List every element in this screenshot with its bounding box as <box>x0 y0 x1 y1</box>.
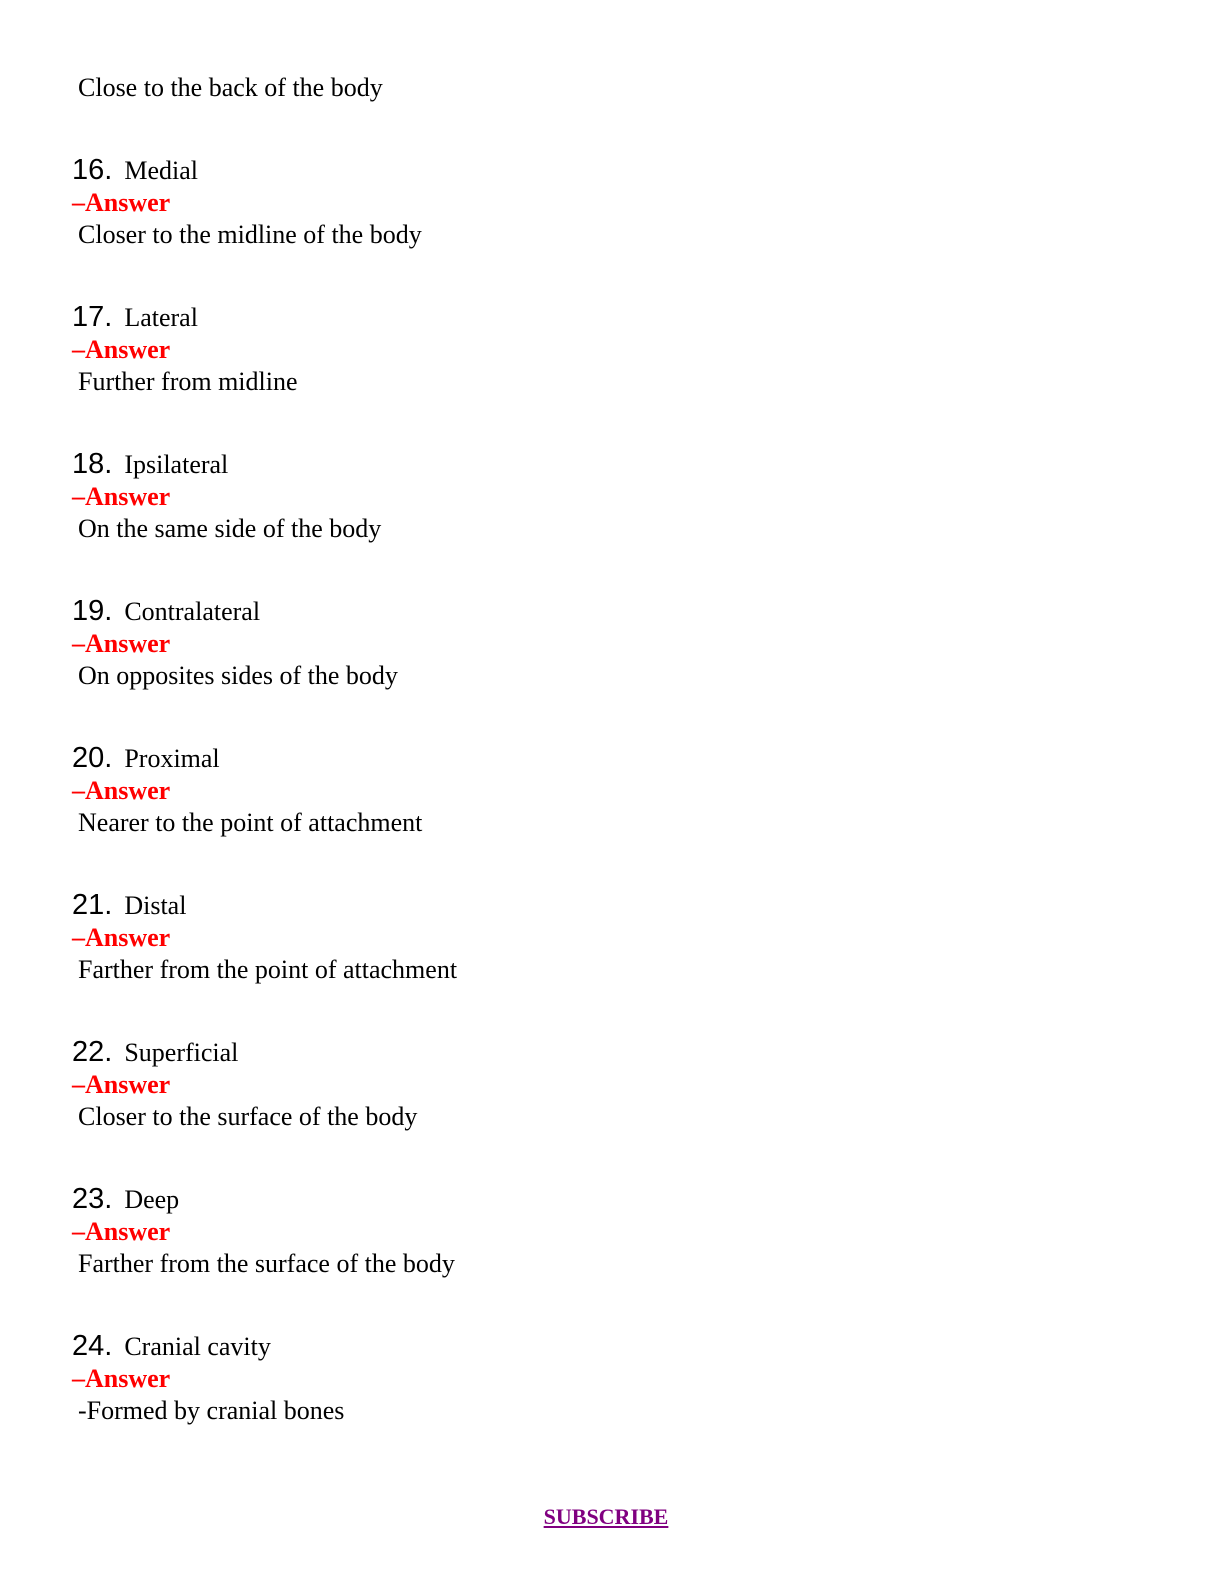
question-item <box>72 1035 972 1133</box>
answer-label: –Answer <box>72 923 171 952</box>
question-line <box>72 447 972 481</box>
answer-text: Farther from the surface of the body <box>78 1249 455 1278</box>
question-number: 20. <box>72 742 113 774</box>
question-line <box>72 300 972 334</box>
answer-label: –Answer <box>72 629 171 658</box>
question-term: Deep <box>124 1185 180 1214</box>
question-line <box>72 153 972 187</box>
question-item <box>72 1182 972 1280</box>
answer-label: –Answer <box>72 482 171 511</box>
question-term: Cranial cavity <box>124 1332 271 1361</box>
question-term: Lateral <box>124 303 198 332</box>
answer-label: –Answer <box>72 188 171 217</box>
question-line <box>72 1182 972 1216</box>
question-term: Proximal <box>124 744 220 773</box>
question-term: Distal <box>124 891 187 920</box>
subscribe-footer <box>0 1503 1212 1531</box>
question-number: 23. <box>72 1183 113 1215</box>
answer-label: –Answer <box>72 1070 171 1099</box>
answer-label: –Answer <box>72 335 171 364</box>
question-number: 24. <box>72 1330 113 1362</box>
question-item <box>72 888 972 986</box>
question-item <box>72 741 972 839</box>
answer-label: –Answer <box>72 1217 171 1246</box>
subscribe-link[interactable]: SUBSCRIBE <box>543 1504 669 1529</box>
question-term: Contralateral <box>124 597 261 626</box>
question-item <box>72 1329 972 1427</box>
answer-text: On opposites sides of the body <box>78 661 398 690</box>
previous-answer-text: Close to the back of the body <box>78 73 383 102</box>
answer-label: –Answer <box>72 1364 171 1393</box>
question-number: 16. <box>72 154 113 186</box>
question-term: Medial <box>124 156 198 185</box>
question-item <box>72 447 972 545</box>
question-number: 17. <box>72 301 113 333</box>
answer-text: -Formed by cranial bones <box>78 1396 345 1425</box>
question-number: 18. <box>72 448 113 480</box>
answer-text: Farther from the point of attachment <box>78 955 458 984</box>
question-number: 19. <box>72 595 113 627</box>
answer-text: Further from midline <box>78 367 298 396</box>
question-line <box>72 594 972 628</box>
question-term: Ipsilateral <box>124 450 229 479</box>
answer-label: –Answer <box>72 776 171 805</box>
question-item <box>72 153 972 251</box>
question-item <box>72 300 972 398</box>
answer-text: Closer to the surface of the body <box>78 1102 418 1131</box>
answer-text: Closer to the midline of the body <box>78 220 422 249</box>
question-line <box>72 1329 972 1363</box>
answer-text: On the same side of the body <box>78 514 382 543</box>
answer-text: Nearer to the point of attachment <box>78 808 423 837</box>
question-number: 22. <box>72 1036 113 1068</box>
question-item <box>72 594 972 692</box>
question-line <box>72 1035 972 1069</box>
question-line <box>72 741 972 775</box>
question-term: Superficial <box>124 1038 239 1067</box>
question-line <box>72 888 972 922</box>
question-number: 21. <box>72 889 113 921</box>
